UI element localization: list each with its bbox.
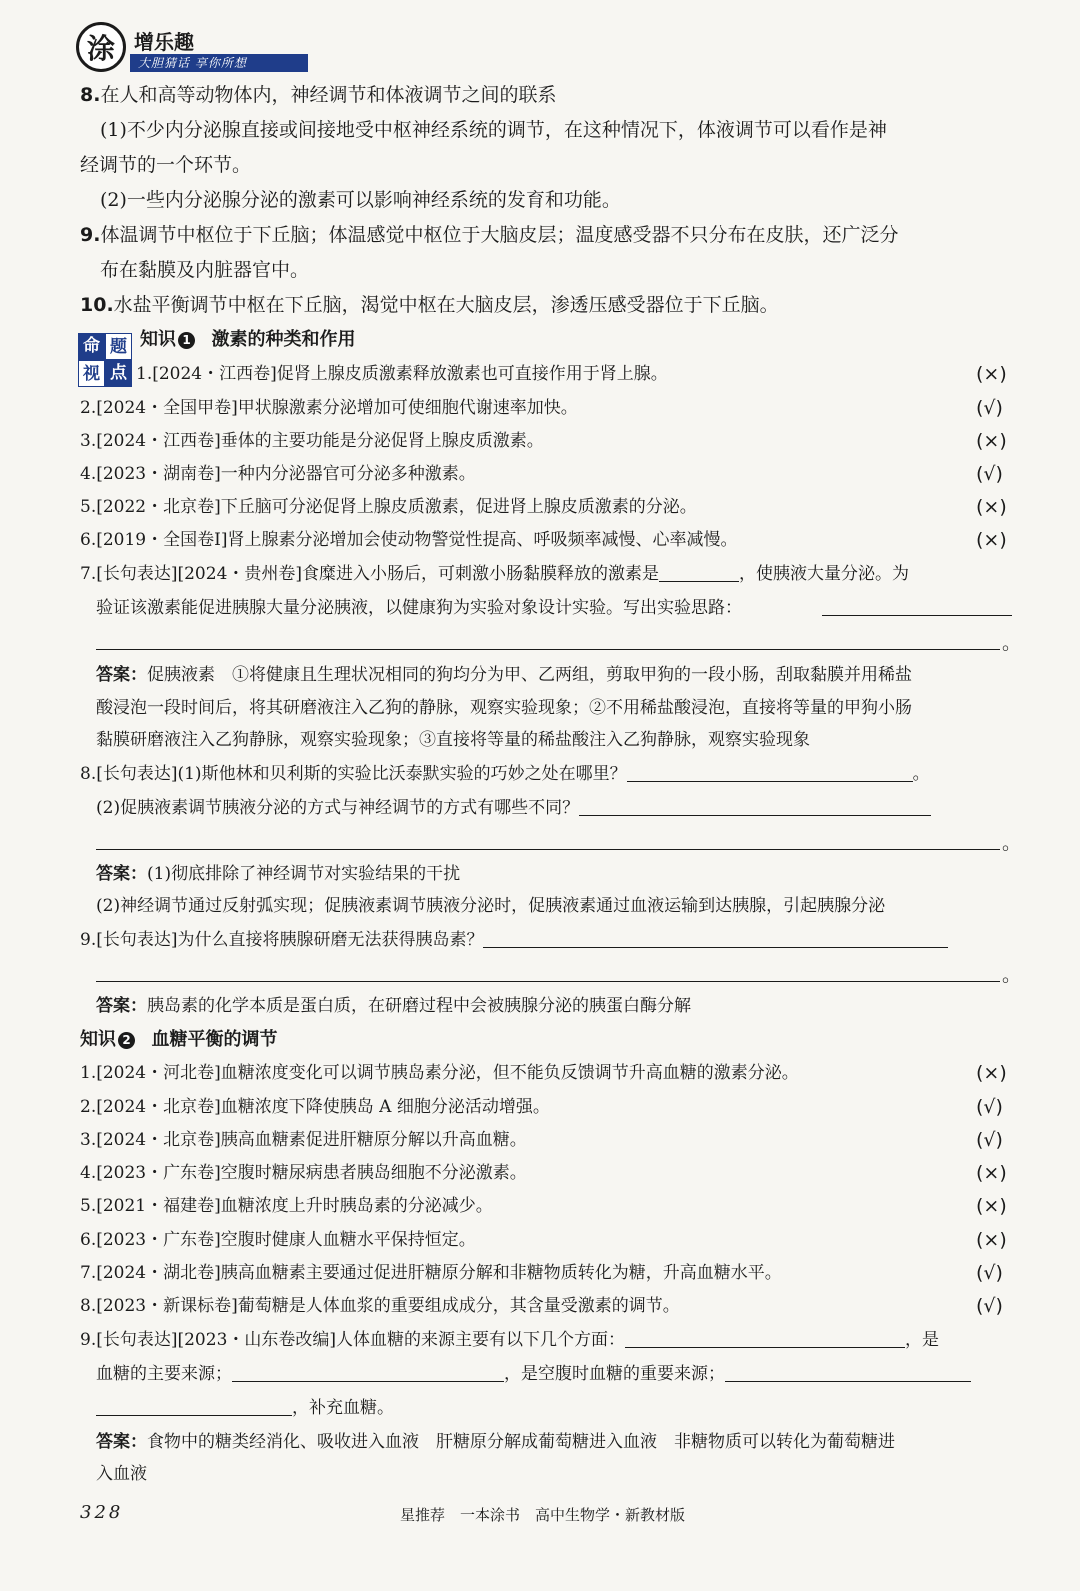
s1-answer-8-line1: 答案：(1)彻底排除了神经调节对实验结果的干扰 (96, 864, 461, 884)
section-1-heading: 知识 1 激素的种类和作用 (140, 329, 356, 350)
s1-item-4: 4.[2023・湖南卷]一种内分泌器官可分泌多种激素。 (80, 464, 476, 484)
s2-question-9-line3: ，补充血糖。 (96, 1396, 394, 1420)
answer-blank[interactable] (625, 1329, 905, 1348)
s1-item-1: 1.[2024・江西卷]促肾上腺皮质激素释放激素也可直接作用于肾上腺。 (136, 364, 668, 384)
answer-blank[interactable] (96, 648, 1000, 650)
s2-question-9-line2: 血糖的主要来源； ，是空腹时血糖的重要来源； (96, 1362, 971, 1386)
s1-question-8-line1: 8.[长句表达](1)斯他林和贝利斯的实验比沃泰默实验的巧妙之处在哪里？ 。 (80, 764, 930, 784)
brand-slogan: 大胆猜话 享你所想 (130, 54, 308, 72)
period: 。 (1002, 964, 1022, 986)
s1-answer-9: 答案：胰岛素的化学本质是蛋白质，在研磨过程中会被胰腺分泌的胰蛋白酶分解 (96, 996, 691, 1016)
s1-item-2: 2.[2024・全国甲卷]甲状腺激素分泌增加可使细胞代谢速率加快。 (80, 398, 578, 418)
s1-item-6-mark: (×) (976, 529, 1007, 551)
answer-blank[interactable] (822, 614, 1012, 616)
s2-item-6-mark: (×) (976, 1229, 1007, 1251)
tag-char: 题 (105, 333, 132, 360)
s1-item-3-mark: (×) (976, 430, 1007, 452)
answer-blank[interactable] (627, 763, 913, 782)
section-2-heading: 知识 2 血糖平衡的调节 (80, 1029, 278, 1050)
section-number-badge: 2 (118, 1032, 135, 1049)
s1-answer-7-line1: 答案：促胰液素 ①将健康且生理状况相同的狗均分为甲、乙两组，剪取甲狗的一段小肠，刮取黏膜并用稀盐 (96, 665, 912, 685)
s2-item-5-mark: (×) (976, 1195, 1007, 1217)
s1-item-3: 3.[2024・江西卷]垂体的主要功能是分泌促肾上腺皮质激素。 (80, 431, 544, 451)
s1-question-7-line1: 7.[长句表达][2024・贵州卷]食糜进入小肠后，可刺激小肠黏膜释放的激素是 ，使胰液大量分泌。为 (80, 564, 910, 584)
s2-item-6: 6.[2023・广东卷]空腹时健康人血糖水平保持恒定。 (80, 1230, 476, 1250)
s1-question-9: 9.[长句表达]为什么直接将胰腺研磨无法获得胰岛素？ (80, 928, 948, 952)
answer-blank[interactable] (232, 1363, 504, 1382)
page-number: 328 (80, 1502, 124, 1523)
s2-item-3: 3.[2024・北京卷]胰高血糖素促进肝糖原分解以升高血糖。 (80, 1130, 527, 1150)
intro-item-9-line2: 布在黏膜及内脏器官中。 (100, 259, 310, 281)
s1-answer-7-line3: 黏膜研磨液注入乙狗静脉，观察实验现象；③直接将等量的稀盐酸注入乙狗静脉，观察实验现象 (96, 730, 810, 750)
answer-blank[interactable] (96, 848, 1000, 850)
viewpoint-tag (78, 333, 132, 387)
s2-answer-9-line2: 入血液 (96, 1464, 147, 1484)
section-number-badge: 1 (178, 332, 195, 349)
s1-item-5: 5.[2022・北京卷]下丘脑可分泌促肾上腺皮质激素，促进肾上腺皮质激素的分泌。 (80, 497, 697, 517)
intro-item-8-p1-line1: (1)不少内分泌腺直接或间接地受中枢神经系统的调节，在这种情况下，体液调节可以看作是神 (100, 119, 887, 141)
answer-blank[interactable] (659, 563, 739, 582)
s1-question-7-line2: 验证该激素能促进胰腺大量分泌胰液，以健康狗为实验对象设计实验。写出实验思路： (96, 598, 742, 618)
tag-char: 命 (78, 333, 105, 360)
s1-item-2-mark: (√) (976, 397, 1003, 419)
s2-item-1: 1.[2024・河北卷]血糖浓度变化可以调节胰岛素分泌，但不能负反馈调节升高血糖的激素分泌。 (80, 1063, 799, 1083)
answer-blank[interactable] (483, 929, 948, 948)
s2-item-3-mark: (√) (976, 1129, 1003, 1151)
intro-item-8-title: 8.在人和高等动物体内，神经调节和体液调节之间的联系 (80, 84, 557, 106)
footer-book-title: 星推荐 一本涂书 高中生物学・新教材版 (400, 1506, 686, 1524)
tag-char: 点 (105, 360, 132, 387)
intro-item-9-line1: 9.体温调节中枢位于下丘脑；体温感觉中枢位于大脑皮层；温度感受器不只分布在皮肤，还广泛分 (80, 224, 899, 246)
s2-question-9-line1: 9.[长句表达][2023・山东卷改编]人体血糖的来源主要有以下几个方面： ，是 (80, 1330, 940, 1350)
s2-item-4-mark: (×) (976, 1162, 1007, 1184)
brand-logo (76, 22, 296, 76)
brand-name: 增乐趣 (134, 30, 194, 54)
s2-item-5: 5.[2021・福建卷]血糖浓度上升时胰岛素的分泌减少。 (80, 1196, 493, 1216)
answer-blank[interactable] (579, 797, 931, 816)
period: 。 (1002, 632, 1022, 654)
s1-question-8-line2: (2)促胰液素调节胰液分泌的方式与神经调节的方式有哪些不同？ (96, 796, 931, 820)
s2-item-8-mark: (√) (976, 1295, 1003, 1317)
s2-item-2-mark: (√) (976, 1096, 1003, 1118)
intro-item-8-p2: (2)一些内分泌腺分泌的激素可以影响神经系统的发育和功能。 (100, 189, 621, 211)
s1-item-6: 6.[2019・全国卷Ⅰ]肾上腺素分泌增加会使动物警觉性提高、呼吸频率减慢、心率减慢。 (80, 530, 738, 550)
s2-item-2: 2.[2024・北京卷]血糖浓度下降使胰岛 A 细胞分泌活动增强。 (80, 1097, 550, 1117)
period: 。 (1002, 832, 1022, 854)
s2-item-1-mark: (×) (976, 1062, 1007, 1084)
intro-item-10: 10.水盐平衡调节中枢在下丘脑，渴觉中枢在大脑皮层，渗透压感受器位于下丘脑。 (80, 294, 779, 316)
s2-item-7-mark: (√) (976, 1262, 1003, 1284)
s1-item-1-mark: (×) (976, 363, 1007, 385)
s2-item-8: 8.[2023・新课标卷]葡萄糖是人体血浆的重要组成成分，其含量受激素的调节。 (80, 1296, 680, 1316)
intro-item-8-p1-line2: 经调节的一个环节。 (80, 154, 252, 176)
s1-answer-8-line2: (2)神经调节通过反射弧实现；促胰液素调节胰液分泌时，促胰液素通过血液运输到达胰腺，引起胰腺分泌 (96, 896, 886, 916)
s2-answer-9-line1: 答案：食物中的糖类经消化、吸收进入血液 肝糖原分解成葡萄糖进入血液 非糖物质可以转化为葡萄糖进 (96, 1432, 895, 1452)
s2-item-4: 4.[2023・广东卷]空腹时糖尿病患者胰岛细胞不分泌激素。 (80, 1163, 527, 1183)
s1-item-4-mark: (√) (976, 463, 1003, 485)
answer-blank[interactable] (725, 1363, 971, 1382)
tag-char: 视 (78, 360, 105, 387)
s2-item-7: 7.[2024・湖北卷]胰高血糖素主要通过促进肝糖原分解和非糖物质转化为糖，升高血糖水平。 (80, 1263, 782, 1283)
answer-blank[interactable] (96, 980, 1000, 982)
s1-item-5-mark: (×) (976, 496, 1007, 518)
answer-blank[interactable] (96, 1397, 292, 1416)
s1-answer-7-line2: 酸浸泡一段时间后，将其研磨液注入乙狗的静脉，观察实验现象；②不用稀盐酸浸泡，直接将等量的甲狗小肠 (96, 698, 912, 718)
logo-emblem: 涂 (76, 22, 126, 72)
